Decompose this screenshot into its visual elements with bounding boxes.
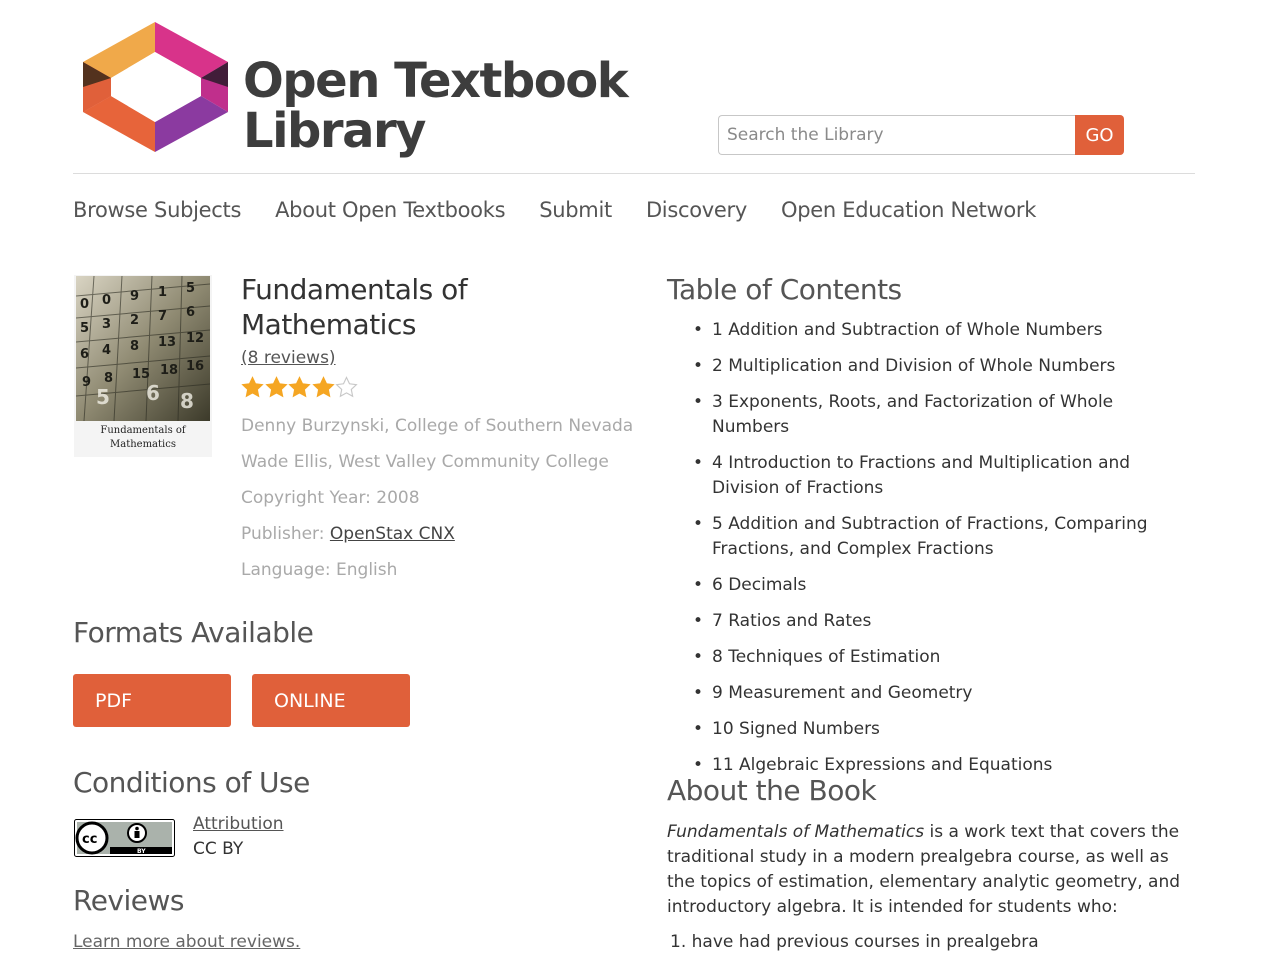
search-input[interactable] xyxy=(718,115,1075,155)
license-link[interactable]: Attribution xyxy=(193,814,284,834)
reviews-heading: Reviews xyxy=(73,884,184,917)
svg-text:9: 9 xyxy=(82,375,92,390)
cover-caption: Fundamentals of Mathematics xyxy=(100,425,186,450)
svg-text:0: 0 xyxy=(80,297,90,312)
pdf-button[interactable]: PDF xyxy=(73,674,231,727)
toc-item: • 8 Techniques of Estimation xyxy=(693,645,1193,670)
svg-text:7: 7 xyxy=(158,309,168,324)
search-form xyxy=(718,115,1124,155)
toc-item: • 1 Addition and Subtraction of Whole Numbers xyxy=(693,318,1193,343)
publisher-label: Publisher: xyxy=(241,524,325,544)
svg-text:4: 4 xyxy=(102,343,112,358)
logo-line-2: Library xyxy=(243,103,425,159)
toc-item: • 7 Ratios and Rates xyxy=(693,609,1193,634)
svg-text:6: 6 xyxy=(146,381,160,405)
toc-item: • 9 Measurement and Geometry xyxy=(693,681,1193,706)
online-button[interactable]: ONLINE xyxy=(252,674,410,727)
about-body: is a work text that covers the traditional study in a modern prealgebra course, as well as the topics of estimation, elementary analytic geometry, and introductory algebra. It is intended for students who: xyxy=(667,822,1181,917)
logo-line-1: Open Textbook xyxy=(243,53,628,109)
book-title: Fundamentals of Mathematics xyxy=(241,273,468,341)
reviews-count-link[interactable]: (8 reviews) xyxy=(241,348,336,368)
learn-more-reviews-link[interactable]: Learn more about reviews. xyxy=(73,932,301,952)
svg-text:8: 8 xyxy=(104,371,114,386)
svg-text:6: 6 xyxy=(186,305,196,320)
svg-text:BY: BY xyxy=(137,848,146,855)
about-heading: About the Book xyxy=(667,774,877,807)
svg-text:12: 12 xyxy=(186,331,205,346)
logo-wordmark[interactable] xyxy=(243,53,628,159)
book-info xyxy=(241,272,641,582)
svg-text:15: 15 xyxy=(132,367,151,382)
main-nav xyxy=(73,198,1070,222)
publisher xyxy=(241,522,641,546)
open-textbook-library-logo[interactable] xyxy=(83,22,228,152)
toc-item: • 3 Exponents, Roots, and Factorization of Whole Numbers xyxy=(693,390,1193,440)
book-cover[interactable] xyxy=(74,275,212,457)
svg-text:2: 2 xyxy=(130,313,140,328)
conditions-heading: Conditions of Use xyxy=(73,766,310,799)
toc-item: • 11 Algebraic Expressions and Equations xyxy=(693,753,1193,778)
nav-submit[interactable]: Submit xyxy=(539,198,612,222)
author-2: Wade Ellis, West Valley Community College xyxy=(241,452,609,472)
site-header xyxy=(73,0,1195,174)
svg-text:8: 8 xyxy=(180,389,194,413)
nav-open-education-network[interactable]: Open Education Network xyxy=(781,198,1037,222)
book-cover-image xyxy=(76,276,210,421)
svg-text:1: 1 xyxy=(158,285,168,300)
formats-heading: Formats Available xyxy=(73,616,314,649)
about-book-title: Fundamentals of Mathematics xyxy=(667,822,925,842)
svg-text:5: 5 xyxy=(186,281,196,296)
nav-about-open-textbooks[interactable]: About Open Textbooks xyxy=(275,198,506,222)
nav-browse-subjects[interactable]: Browse Subjects xyxy=(73,198,242,222)
svg-text:16: 16 xyxy=(186,359,205,374)
language: Language: English xyxy=(241,560,398,580)
cc-by-badge[interactable] xyxy=(74,819,175,857)
svg-text:9: 9 xyxy=(130,289,140,304)
go-button[interactable]: GO xyxy=(1075,115,1124,155)
svg-text:3: 3 xyxy=(102,317,112,332)
star-filled-icon xyxy=(241,376,264,399)
toc-item: • 2 Multiplication and Division of Whole Numbers xyxy=(693,354,1193,379)
toc-item: • 4 Introduction to Fractions and Multiplication and Division of Fractions xyxy=(693,451,1193,501)
svg-text:18: 18 xyxy=(160,363,179,378)
star-filled-icon xyxy=(288,376,311,399)
star-filled-icon xyxy=(265,376,288,399)
toc-item: • 10 Signed Numbers xyxy=(693,717,1193,742)
nav-discovery[interactable]: Discovery xyxy=(645,198,747,222)
publisher-link[interactable]: OpenStax CNX xyxy=(329,524,455,544)
toc-item: • 5 Addition and Subtraction of Fractions, Comparing Fractions, and Complex Fractions xyxy=(693,512,1193,562)
svg-text:13: 13 xyxy=(158,335,177,350)
about-list-item: 1. have had previous courses in prealgebra xyxy=(670,932,1039,952)
star-empty-icon xyxy=(335,376,358,399)
toc-item: • 6 Decimals xyxy=(693,573,1193,598)
svg-text:6: 6 xyxy=(80,347,90,362)
copyright-year: Copyright Year: 2008 xyxy=(241,488,420,508)
svg-text:5: 5 xyxy=(80,321,90,336)
toc-list xyxy=(693,318,1193,789)
svg-text:0: 0 xyxy=(102,293,112,308)
toc-heading: Table of Contents xyxy=(667,273,902,306)
svg-text:cc: cc xyxy=(82,832,98,847)
star-filled-icon xyxy=(312,376,335,399)
about-description xyxy=(667,820,1187,920)
svg-text:8: 8 xyxy=(130,339,140,354)
author-1: Denny Burzynski, College of Southern Nevada xyxy=(241,416,634,436)
star-rating xyxy=(241,376,641,402)
svg-text:5: 5 xyxy=(96,385,110,409)
license-name: CC BY xyxy=(193,839,244,859)
